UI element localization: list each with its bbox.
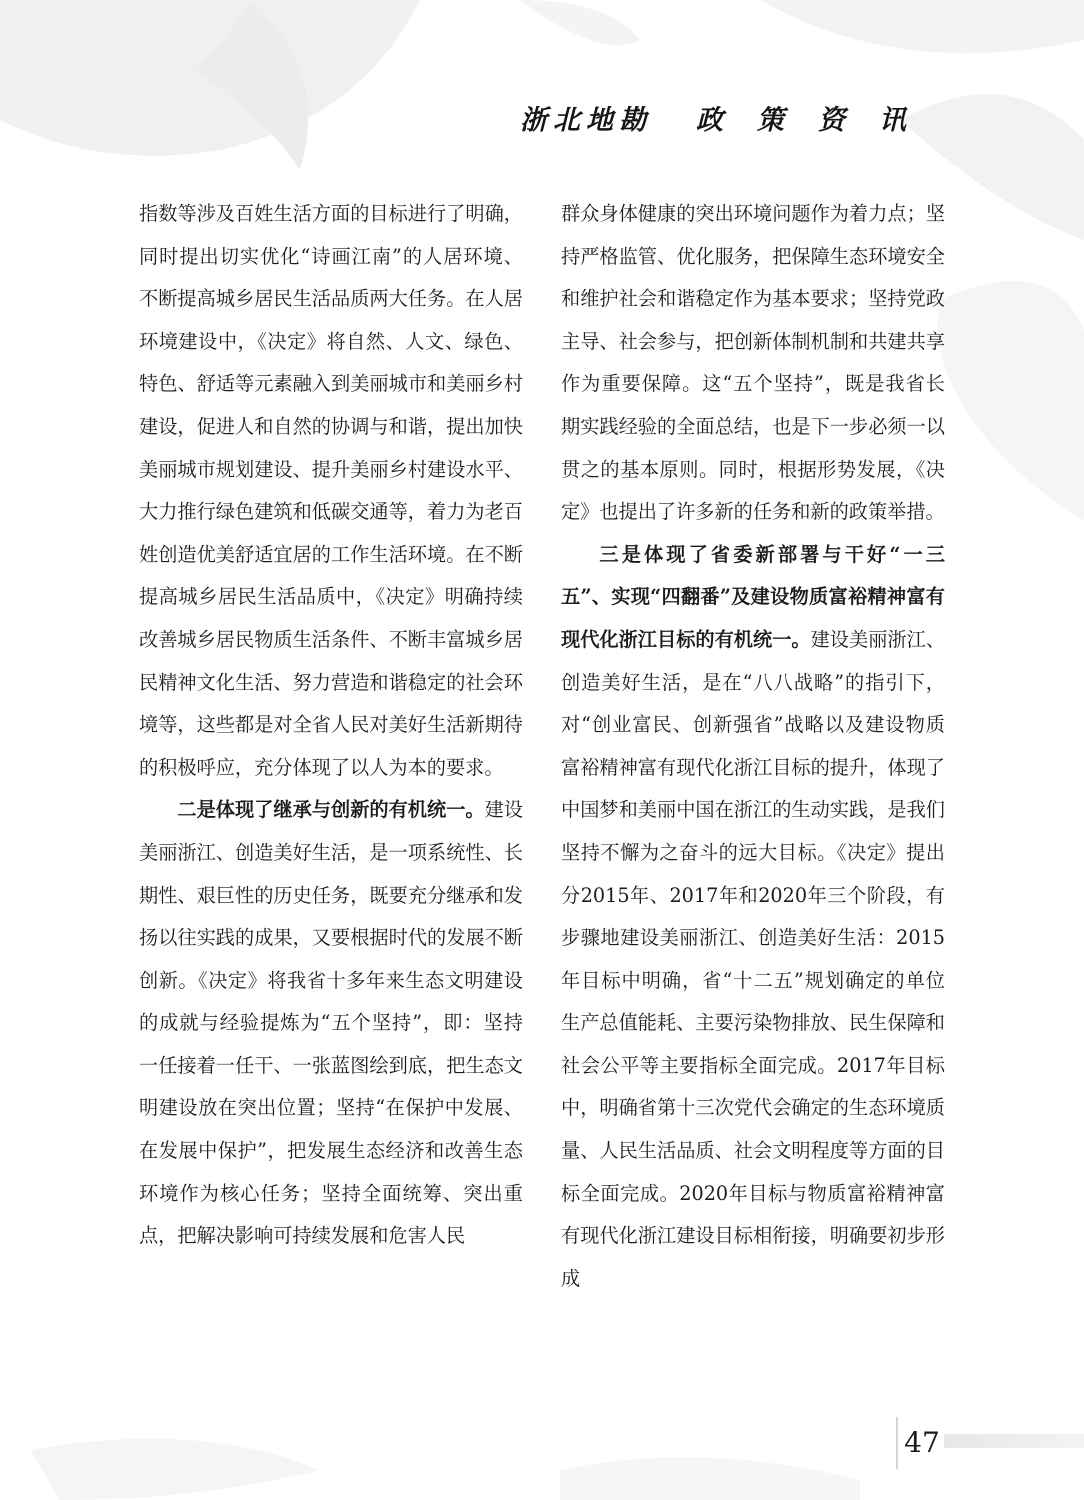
- paragraph-text: 建设美丽浙江、创造美好生活，是在“八八战略”的指引下，对“创业富民、创新强省”战略以及建设物质富裕精神富有现代化浙江目标的提升，体现了中国梦和美丽中国在浙江的生动实践，是我们坚持不懈为之奋斗的远大目标。《决定》提出分2015年、2017年和2020年三个阶段，有步骤地建设美丽浙江、创造美好生活：2015年目标中明确，省“十二五”规划确定的单位生产总值能耗、主要污染物排放、民生保障和社会公平等主要指标全面完成。2017年目标中，明确省第十三次党代会确定的生态环境质量、人民生活品质、社会文明程度等方面的目标全面完成。2020年目标与物质富裕精神富有现代化浙江建设目标相衔接，明确要初步形成: [561, 627, 946, 1290]
- page-number: 47: [900, 1420, 944, 1466]
- brand-title: 浙北地勘: [520, 104, 652, 136]
- right-column: [561, 193, 945, 1300]
- paragraph-heading: 二是体现了继承与创新的有机统一。: [177, 798, 485, 822]
- body-paragraph: 指数等涉及百姓生活方面的目标进行了明确，同时提出切实优化“诗画江南”的人居环境、不断提高城乡居民生活品质两大任务。在人居环境建设中，《决定》将自然、人文、绿色、特色、舒适等元素融入到美丽城市和美丽乡村建设，促进人和自然的协调与和谐，提出加快美丽城市规划建设、提升美丽乡村建设水平、大力推行绿色建筑和低碳交通等，着力为老百姓创造优美舒适宜居的工作生活环境。在不断提高城乡居民生活品质中，《决定》明确持续改善城乡居民物质生活条件、不断丰富城乡居民精神文化生活、努力营造和谐稳定的社会环境等，这些都是对全省人民对美好生活新期待的积极呼应，充分体现了以人为本的要求。: [139, 202, 523, 779]
- page-footer-bar: [944, 1434, 1084, 1448]
- body-paragraph: 群众身体健康的突出环境问题作为着力点；坚持严格监管、优化服务，把保障生态环境安全和维护社会和谐稳定作为基本要求；坚持党政主导、社会参与，把创新体制机制和共建共享作为重要保障。这“五个坚持”，既是我省长期实践经验的全面总结，也是下一步必须一以贯之的基本原则。同时，根据形势发展，《决定》也提出了许多新的任务和新的政策举措。: [561, 202, 945, 524]
- running-header: [520, 92, 940, 142]
- body-paragraph: [561, 534, 945, 1301]
- section-title: 政策资讯: [696, 104, 940, 136]
- body-paragraph: [139, 789, 523, 1258]
- left-column: [139, 193, 523, 1258]
- page-number-divider: [896, 1417, 898, 1469]
- paragraph-text: 建设美丽浙江、创造美好生活，是一项系统性、长期性、艰巨性的历史任务，既要充分继承和发扬以往实践的成果，又要根据时代的发展不断创新。《决定》将我省十多年来生态文明建设的成就与经验提炼为“五个坚持”，即：坚持一任接着一任干、一张蓝图绘到底，把生态文明建设放在突出位置；坚持“在保护中发展、在发展中保护”，把发展生态经济和改善生态环境作为核心任务；坚持全面统筹、突出重点，把解决影响可持续发展和危害人民: [139, 798, 524, 1248]
- paragraph-heading: 三是体现了省委新部署与干好“一三五”、实现“四翻番”及建设物质富裕精神富有现代化浙江目标的有机统一。: [561, 542, 945, 651]
